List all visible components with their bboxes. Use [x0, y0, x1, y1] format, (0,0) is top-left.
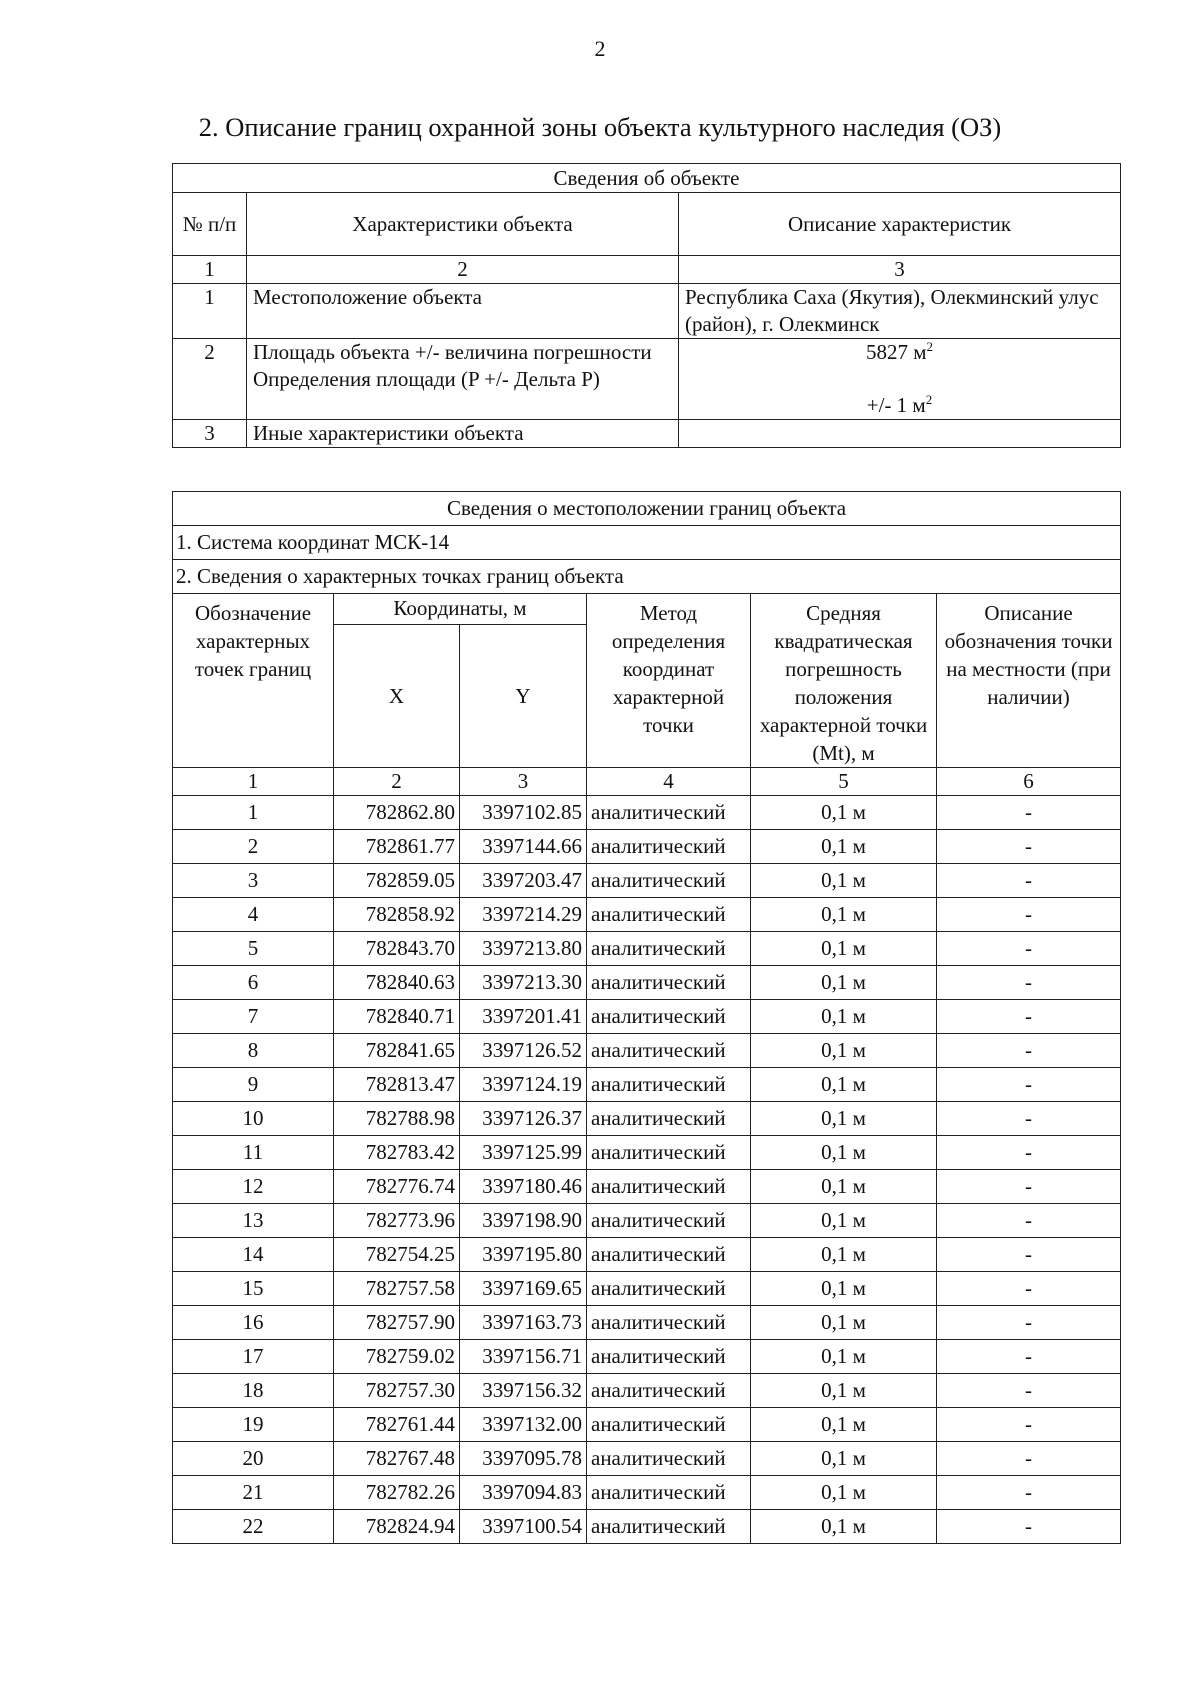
table-row — [173, 1204, 1121, 1238]
description: - — [937, 1102, 1121, 1136]
point-number: 6 — [173, 966, 334, 1000]
point-number: 5 — [173, 932, 334, 966]
index-cell: 3 — [460, 768, 587, 796]
error: 0,1 м — [751, 1000, 937, 1034]
description: - — [937, 1170, 1121, 1204]
description: - — [937, 1238, 1121, 1272]
header-designation: Обозначение характерных точек границ — [173, 594, 334, 768]
point-number: 20 — [173, 1442, 334, 1476]
method: аналитический — [587, 1476, 751, 1510]
coord-x: 782759.02 — [334, 1340, 460, 1374]
description: - — [937, 1068, 1121, 1102]
coord-y: 3397102.85 — [460, 796, 587, 830]
method: аналитический — [587, 1306, 751, 1340]
coord-x: 782824.94 — [334, 1510, 460, 1544]
method: аналитический — [587, 1068, 751, 1102]
table-row — [173, 864, 1121, 898]
area-label-line1: Площадь объекта +/- величина погрешности — [253, 340, 652, 364]
point-number: 18 — [173, 1374, 334, 1408]
coord-x: 782862.80 — [334, 796, 460, 830]
header-num: № п/п — [173, 193, 247, 256]
index-cell: 2 — [334, 768, 460, 796]
coord-system: 1. Система координат МСК-14 — [173, 526, 1121, 560]
error: 0,1 м — [751, 1272, 937, 1306]
coord-x: 782767.48 — [334, 1442, 460, 1476]
points-table-caption: Сведения о местоположении границ объекта — [173, 492, 1121, 526]
error: 0,1 м — [751, 898, 937, 932]
point-number: 17 — [173, 1340, 334, 1374]
coord-x: 782757.58 — [334, 1272, 460, 1306]
table-row — [173, 1442, 1121, 1476]
error: 0,1 м — [751, 1136, 937, 1170]
area-value-sup: 2 — [926, 339, 934, 354]
coord-x: 782757.90 — [334, 1306, 460, 1340]
coord-y: 3397126.37 — [460, 1102, 587, 1136]
description: - — [937, 1272, 1121, 1306]
error: 0,1 м — [751, 1102, 937, 1136]
area-error-sup: 2 — [925, 392, 933, 407]
header-characteristic: Характеристики объекта — [247, 193, 679, 256]
coord-y: 3397195.80 — [460, 1238, 587, 1272]
row-num: 2 — [173, 339, 247, 420]
error: 0,1 м — [751, 796, 937, 830]
error: 0,1 м — [751, 1204, 937, 1238]
error: 0,1 м — [751, 932, 937, 966]
method: аналитический — [587, 1000, 751, 1034]
index-cell: 1 — [173, 256, 247, 284]
header-description: Описание характеристик — [679, 193, 1121, 256]
coord-x: 782841.65 — [334, 1034, 460, 1068]
description: - — [937, 1034, 1121, 1068]
error: 0,1 м — [751, 864, 937, 898]
point-number: 14 — [173, 1238, 334, 1272]
coord-x: 782858.92 — [334, 898, 460, 932]
table-row — [173, 830, 1121, 864]
description: - — [937, 1408, 1121, 1442]
point-number: 10 — [173, 1102, 334, 1136]
coord-y: 3397094.83 — [460, 1476, 587, 1510]
description: - — [937, 966, 1121, 1000]
object-table-caption: Сведения об объекте — [173, 164, 1121, 193]
description: - — [937, 1476, 1121, 1510]
description: - — [937, 864, 1121, 898]
index-cell: 1 — [173, 768, 334, 796]
method: аналитический — [587, 830, 751, 864]
method: аналитический — [587, 1374, 751, 1408]
table-row — [173, 1408, 1121, 1442]
coord-x: 782813.47 — [334, 1068, 460, 1102]
index-cell: 2 — [247, 256, 679, 284]
coord-y: 3397124.19 — [460, 1068, 587, 1102]
table-row — [173, 796, 1121, 830]
coord-x: 782840.71 — [334, 1000, 460, 1034]
point-number: 22 — [173, 1510, 334, 1544]
other-value — [679, 420, 1121, 448]
table-row — [173, 1068, 1121, 1102]
coord-y: 3397201.41 — [460, 1000, 587, 1034]
method: аналитический — [587, 1340, 751, 1374]
coord-y: 3397095.78 — [460, 1442, 587, 1476]
location-value: Республика Саха (Якутия), Олекминский улус (район), г. Олекминск — [679, 284, 1121, 339]
table-row — [173, 284, 1121, 339]
error: 0,1 м — [751, 1170, 937, 1204]
coord-y: 3397100.54 — [460, 1510, 587, 1544]
point-number: 11 — [173, 1136, 334, 1170]
coord-y: 3397214.29 — [460, 898, 587, 932]
description: - — [937, 1136, 1121, 1170]
table-row — [173, 1374, 1121, 1408]
area-value-cell — [679, 339, 1121, 420]
method: аналитический — [587, 1102, 751, 1136]
table-row — [173, 339, 1121, 420]
table-row — [173, 1238, 1121, 1272]
coord-x: 782783.42 — [334, 1136, 460, 1170]
method: аналитический — [587, 1204, 751, 1238]
coord-y: 3397180.46 — [460, 1170, 587, 1204]
description: - — [937, 1204, 1121, 1238]
table-row — [173, 1476, 1121, 1510]
coord-x: 782754.25 — [334, 1238, 460, 1272]
method: аналитический — [587, 1034, 751, 1068]
other-label: Иные характеристики объекта — [247, 420, 679, 448]
coord-y: 3397169.65 — [460, 1272, 587, 1306]
point-number: 19 — [173, 1408, 334, 1442]
coord-x: 782843.70 — [334, 932, 460, 966]
point-number: 8 — [173, 1034, 334, 1068]
error: 0,1 м — [751, 1238, 937, 1272]
points-body — [173, 796, 1121, 1544]
table-row — [173, 1272, 1121, 1306]
error: 0,1 м — [751, 1374, 937, 1408]
error: 0,1 м — [751, 1476, 937, 1510]
method: аналитический — [587, 1510, 751, 1544]
error: 0,1 м — [751, 1340, 937, 1374]
point-number: 15 — [173, 1272, 334, 1306]
coord-x: 782840.63 — [334, 966, 460, 1000]
coord-y: 3397203.47 — [460, 864, 587, 898]
coord-y: 3397213.80 — [460, 932, 587, 966]
table-row — [173, 1170, 1121, 1204]
method: аналитический — [587, 1170, 751, 1204]
page-title: 2. Описание границ охранной зоны объекта культурного наследия (ОЗ) — [198, 112, 1002, 142]
coord-y: 3397125.99 — [460, 1136, 587, 1170]
header-error: Средняя квадратическая погрешность положения характерной точки (Mt), м — [751, 594, 937, 768]
coord-x: 782757.30 — [334, 1374, 460, 1408]
table-row — [173, 1510, 1121, 1544]
point-number: 4 — [173, 898, 334, 932]
coord-x: 782776.74 — [334, 1170, 460, 1204]
description: - — [937, 796, 1121, 830]
table-row — [173, 420, 1121, 448]
error: 0,1 м — [751, 1034, 937, 1068]
table-row — [173, 966, 1121, 1000]
method: аналитический — [587, 898, 751, 932]
coord-x: 782861.77 — [334, 830, 460, 864]
point-number: 12 — [173, 1170, 334, 1204]
table-row — [173, 1136, 1121, 1170]
coord-x: 782761.44 — [334, 1408, 460, 1442]
method: аналитический — [587, 1408, 751, 1442]
method: аналитический — [587, 966, 751, 1000]
description: - — [937, 1306, 1121, 1340]
description: - — [937, 1374, 1121, 1408]
table-row — [173, 932, 1121, 966]
method: аналитический — [587, 1136, 751, 1170]
area-label-line2: Определения площади (P +/- Дельта P) — [253, 367, 600, 391]
method: аналитический — [587, 796, 751, 830]
point-number: 7 — [173, 1000, 334, 1034]
header-coordinates: Координаты, м — [334, 594, 587, 625]
description: - — [937, 898, 1121, 932]
index-cell: 5 — [751, 768, 937, 796]
page-number: 2 — [594, 36, 606, 61]
point-number: 2 — [173, 830, 334, 864]
table-row — [173, 1000, 1121, 1034]
method: аналитический — [587, 864, 751, 898]
description: - — [937, 1340, 1121, 1374]
coord-y: 3397144.66 — [460, 830, 587, 864]
coord-x: 782788.98 — [334, 1102, 460, 1136]
coord-y: 3397156.32 — [460, 1374, 587, 1408]
point-number: 9 — [173, 1068, 334, 1102]
table-row — [173, 1306, 1121, 1340]
table-row — [173, 1034, 1121, 1068]
error: 0,1 м — [751, 1068, 937, 1102]
coord-x: 782782.26 — [334, 1476, 460, 1510]
coord-y: 3397198.90 — [460, 1204, 587, 1238]
method: аналитический — [587, 1238, 751, 1272]
error: 0,1 м — [751, 1442, 937, 1476]
area-label — [247, 339, 679, 420]
location-label: Местоположение объекта — [247, 284, 679, 339]
table-row — [173, 1340, 1121, 1374]
point-number: 21 — [173, 1476, 334, 1510]
table-row — [173, 1102, 1121, 1136]
point-number: 1 — [173, 796, 334, 830]
header-description: Описание обозначения точки на местности (при наличии) — [937, 594, 1121, 768]
error: 0,1 м — [751, 830, 937, 864]
row-num: 3 — [173, 420, 247, 448]
boundary-points-table — [172, 491, 1121, 1544]
description: - — [937, 830, 1121, 864]
header-x: X — [334, 625, 460, 768]
area-error-value: +/- 1 м — [866, 393, 926, 417]
error: 0,1 м — [751, 1306, 937, 1340]
header-y: Y — [460, 625, 587, 768]
coord-y: 3397132.00 — [460, 1408, 587, 1442]
coord-y: 3397126.52 — [460, 1034, 587, 1068]
error: 0,1 м — [751, 966, 937, 1000]
object-info-table — [172, 163, 1121, 448]
header-method: Метод определения координат характерной точки — [587, 594, 751, 768]
method: аналитический — [587, 1442, 751, 1476]
description: - — [937, 1000, 1121, 1034]
coord-y: 3397213.30 — [460, 966, 587, 1000]
description: - — [937, 1442, 1121, 1476]
coord-y: 3397156.71 — [460, 1340, 587, 1374]
method: аналитический — [587, 1272, 751, 1306]
table-row — [173, 898, 1121, 932]
points-title: 2. Сведения о характерных точках границ объекта — [173, 560, 1121, 594]
point-number: 13 — [173, 1204, 334, 1238]
index-cell: 4 — [587, 768, 751, 796]
method: аналитический — [587, 932, 751, 966]
index-cell: 3 — [679, 256, 1121, 284]
coord-y: 3397163.73 — [460, 1306, 587, 1340]
error: 0,1 м — [751, 1408, 937, 1442]
coord-x: 782773.96 — [334, 1204, 460, 1238]
row-num: 1 — [173, 284, 247, 339]
coord-x: 782859.05 — [334, 864, 460, 898]
point-number: 3 — [173, 864, 334, 898]
index-cell: 6 — [937, 768, 1121, 796]
point-number: 16 — [173, 1306, 334, 1340]
area-value: 5827 м — [865, 340, 927, 364]
description: - — [937, 1510, 1121, 1544]
error: 0,1 м — [751, 1510, 937, 1544]
description: - — [937, 932, 1121, 966]
